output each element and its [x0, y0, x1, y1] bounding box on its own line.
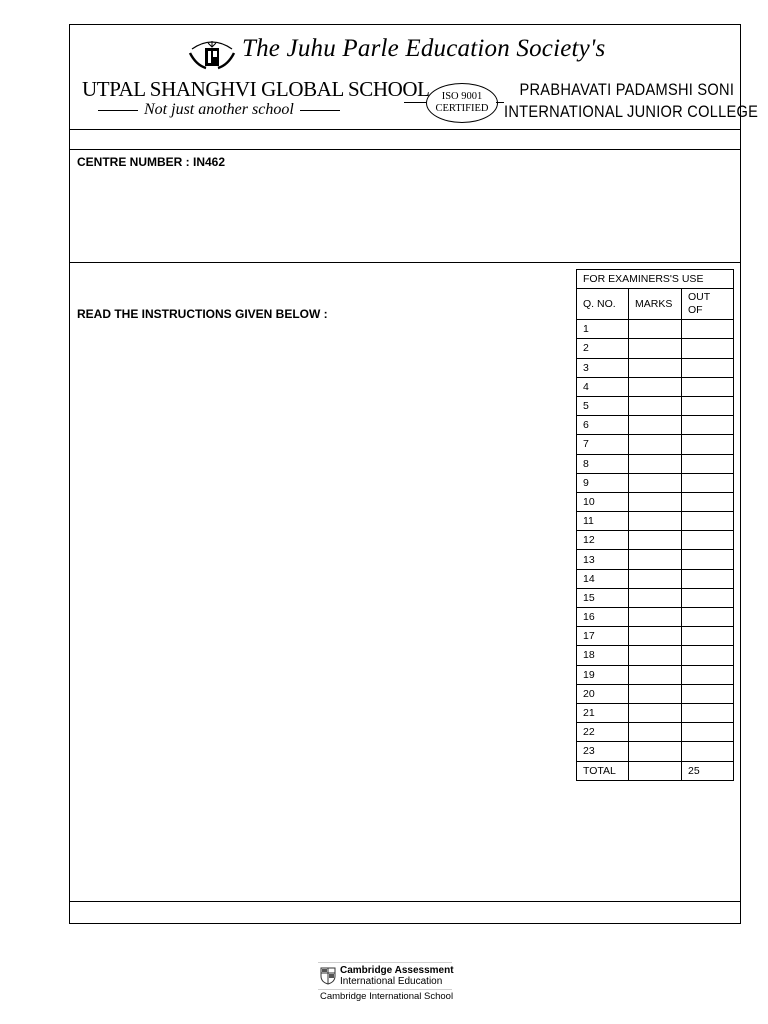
outof-cell: [682, 588, 734, 607]
outof-cell: [682, 703, 734, 722]
question-number-cell: 12: [577, 531, 629, 550]
marks-cell[interactable]: [629, 684, 682, 703]
outof-cell: [682, 320, 734, 339]
marks-cell[interactable]: [629, 531, 682, 550]
school-emblem-icon: [186, 35, 238, 71]
outof-cell: [682, 684, 734, 703]
marks-cell[interactable]: [629, 723, 682, 742]
marks-cell[interactable]: [629, 608, 682, 627]
table-row: [577, 703, 734, 722]
marks-cell[interactable]: [629, 550, 682, 569]
question-number-cell: 7: [577, 435, 629, 454]
divider: [98, 110, 138, 111]
table-row: [577, 339, 734, 358]
outof-cell: [682, 492, 734, 511]
column-header-qno: Q. NO.: [577, 289, 629, 320]
question-number-cell: 5: [577, 396, 629, 415]
question-number-cell: 9: [577, 473, 629, 492]
school-name: UTPAL SHANGHVI GLOBAL SCHOOL: [82, 77, 430, 101]
question-number-cell: 6: [577, 416, 629, 435]
question-number-cell: 15: [577, 588, 629, 607]
school-tagline-row: [98, 101, 340, 119]
college-name: [504, 79, 758, 123]
question-number-cell: 8: [577, 454, 629, 473]
answer-sheet-frame: [69, 24, 759, 924]
question-number-cell: 10: [577, 492, 629, 511]
outof-cell: [682, 608, 734, 627]
question-number-cell: 1: [577, 320, 629, 339]
question-number-cell: 22: [577, 723, 629, 742]
divider: [70, 149, 740, 150]
total-label: TOTAL: [577, 761, 629, 780]
table-row: [577, 416, 734, 435]
divider: [404, 102, 426, 103]
cambridge-line2: International Education: [340, 976, 443, 987]
column-header-marks: MARKS: [629, 289, 682, 320]
outof-cell: [682, 627, 734, 646]
school-header: [74, 29, 759, 125]
question-number-cell: 2: [577, 339, 629, 358]
outof-cell: [682, 377, 734, 396]
college-name-line2: INTERNATIONAL JUNIOR COLLEGE: [504, 102, 759, 121]
question-number-cell: 23: [577, 742, 629, 761]
outof-cell: [682, 358, 734, 377]
table-row: [577, 358, 734, 377]
question-number-cell: 14: [577, 569, 629, 588]
outof-cell: [682, 646, 734, 665]
outof-cell: [682, 416, 734, 435]
outof-cell: [682, 742, 734, 761]
table-row: [577, 588, 734, 607]
question-number-cell: 20: [577, 684, 629, 703]
column-header-outof: OUT OF: [682, 289, 734, 320]
divider: [496, 102, 504, 103]
outof-cell: [682, 339, 734, 358]
marks-cell[interactable]: [629, 627, 682, 646]
marks-cell[interactable]: [629, 320, 682, 339]
question-number-cell: 19: [577, 665, 629, 684]
marks-cell[interactable]: [629, 492, 682, 511]
outof-cell: [682, 531, 734, 550]
marks-cell[interactable]: [629, 396, 682, 415]
divider: [70, 129, 740, 130]
table-row: [577, 665, 734, 684]
iso-badge-line2: CERTIFIED: [435, 103, 489, 114]
table-row: [577, 550, 734, 569]
marks-cell[interactable]: [629, 512, 682, 531]
table-row: [577, 320, 734, 339]
outof-cell: [682, 665, 734, 684]
marks-cell[interactable]: [629, 742, 682, 761]
total-marks-cell[interactable]: [629, 761, 682, 780]
outof-cell: [682, 435, 734, 454]
table-row: [577, 723, 734, 742]
marks-cell[interactable]: [629, 377, 682, 396]
college-name-line1: PRABHAVATI PADAMSHI SONI: [519, 80, 735, 99]
table-row: [577, 377, 734, 396]
table-row: [577, 512, 734, 531]
marks-cell[interactable]: [629, 454, 682, 473]
question-number-cell: 16: [577, 608, 629, 627]
outof-cell: [682, 550, 734, 569]
outof-cell: [682, 512, 734, 531]
divider: [70, 901, 740, 902]
centre-number: CENTRE NUMBER : IN462: [77, 155, 226, 169]
marks-cell[interactable]: [629, 646, 682, 665]
marks-cell[interactable]: [629, 703, 682, 722]
table-row: [577, 473, 734, 492]
table-row: [577, 569, 734, 588]
table-row: [577, 396, 734, 415]
marks-cell[interactable]: [629, 435, 682, 454]
table-header-row: [577, 289, 734, 320]
table-row: [577, 627, 734, 646]
question-number-cell: 17: [577, 627, 629, 646]
iso-badge: [426, 83, 498, 123]
table-total-row: [577, 761, 734, 780]
outof-cell: [682, 396, 734, 415]
marks-cell[interactable]: [629, 339, 682, 358]
cambridge-shield-icon: [320, 967, 336, 985]
table-row: [577, 608, 734, 627]
question-number-cell: 13: [577, 550, 629, 569]
instructions-heading: READ THE INSTRUCTIONS GIVEN BELOW :: [77, 307, 328, 321]
table-row: [577, 742, 734, 761]
outof-cell: [682, 723, 734, 742]
table-row: [577, 435, 734, 454]
cambridge-line1: Cambridge Assessment: [340, 965, 454, 976]
examiner-marks-table: [576, 269, 734, 781]
table-title-row: [577, 270, 734, 289]
marks-cell[interactable]: [629, 416, 682, 435]
table-row: [577, 646, 734, 665]
question-number-cell: 11: [577, 512, 629, 531]
cambridge-line3: Cambridge International School: [320, 991, 454, 1002]
question-number-cell: 21: [577, 703, 629, 722]
question-number-cell: 3: [577, 358, 629, 377]
question-number-cell: 18: [577, 646, 629, 665]
marks-cell[interactable]: [629, 358, 682, 377]
marks-cell[interactable]: [629, 588, 682, 607]
outof-cell: [682, 454, 734, 473]
table-row: [577, 531, 734, 550]
school-tagline: Not just another school: [144, 101, 294, 118]
total-outof-value: 25: [682, 761, 734, 780]
outof-cell: [682, 569, 734, 588]
table-title: FOR EXAMINERS'S USE: [577, 270, 734, 289]
society-name: The Juhu Parle Education Society's: [242, 35, 606, 62]
table-row: [577, 492, 734, 511]
table-row: [577, 454, 734, 473]
divider: [300, 110, 340, 111]
iso-badge-line1: ISO 9001: [441, 91, 483, 102]
table-row: [577, 684, 734, 703]
marks-cell[interactable]: [629, 665, 682, 684]
divider: [70, 262, 740, 263]
cambridge-logo: [318, 962, 452, 1004]
marks-cell[interactable]: [629, 569, 682, 588]
cambridge-logo-box: [318, 962, 452, 990]
marks-cell[interactable]: [629, 473, 682, 492]
question-number-cell: 4: [577, 377, 629, 396]
outof-cell: [682, 473, 734, 492]
